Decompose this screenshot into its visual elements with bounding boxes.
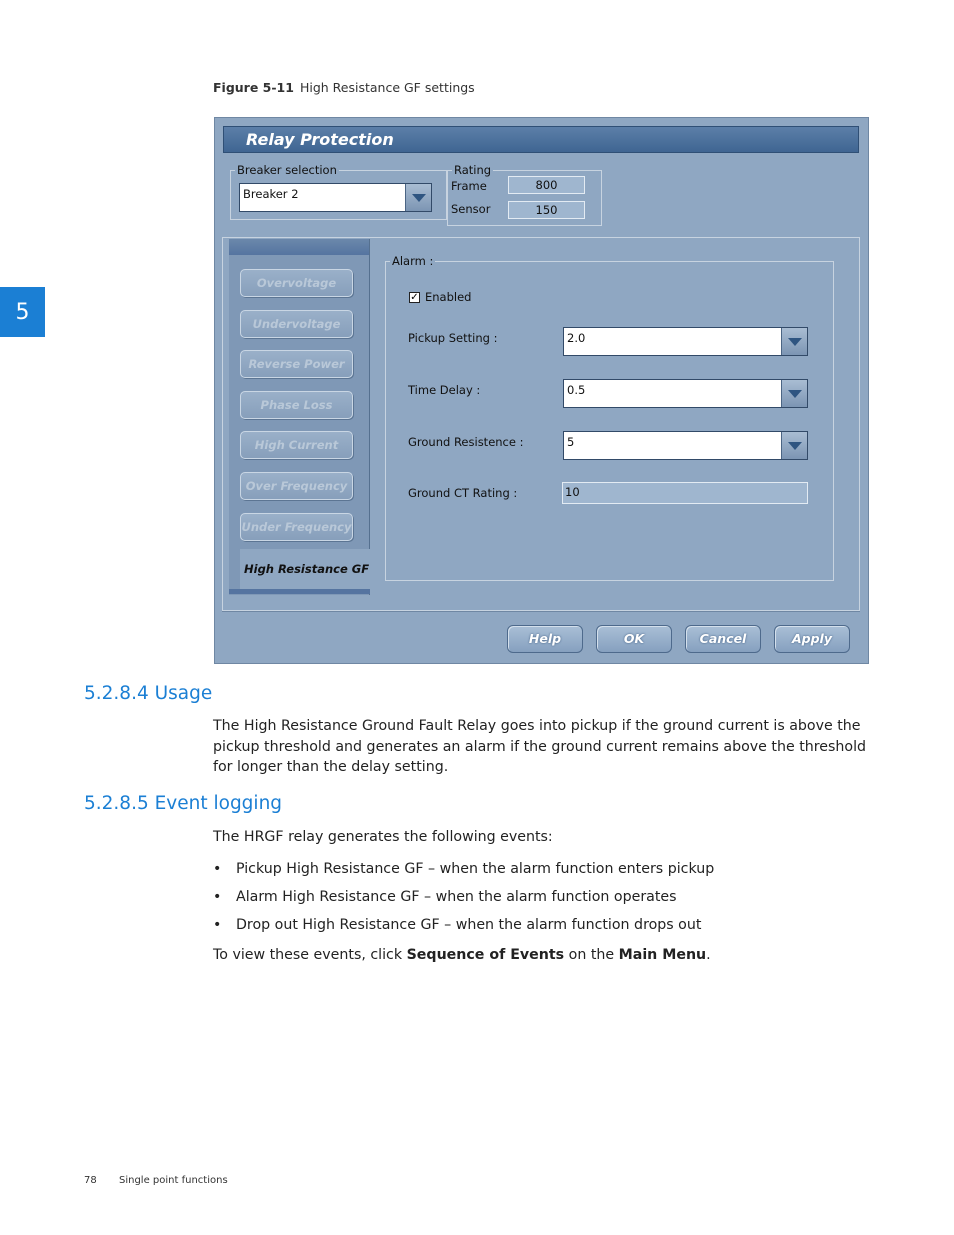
nav-over-frequency[interactable]: Over Frequency [240, 472, 353, 500]
nav-high-current[interactable]: High Current [240, 431, 353, 459]
view-suffix: . [706, 947, 711, 963]
bullet-icon: • [213, 889, 222, 905]
chevron-down-icon[interactable] [405, 184, 431, 211]
rating-legend: Rating [454, 163, 492, 177]
alarm-legend: Alarm : [392, 254, 434, 268]
page-number: 78 [84, 1175, 97, 1186]
list-item-text: Drop out High Resistance GF – when the alarm function drops out [236, 917, 702, 933]
breaker-selection-legend: Breaker selection [237, 163, 337, 177]
sequence-of-events-ref: Sequence of Events [406, 947, 565, 963]
enabled-checkbox[interactable]: ✓ [410, 292, 419, 303]
figure-label: Figure 5-11 [213, 80, 294, 95]
frame-label: Frame [451, 179, 487, 193]
time-delay-value: 0.5 [567, 383, 586, 397]
event-logging-heading: 5.2.8.5 Event logging [84, 793, 283, 814]
nav-reverse-power[interactable]: Reverse Power [240, 350, 353, 378]
help-button[interactable]: Help [507, 625, 583, 653]
nav-high-resistance-gf[interactable]: High Resistance GF [240, 549, 370, 589]
pickup-setting-value: 2.0 [567, 331, 586, 345]
usage-heading: 5.2.8.4 Usage [84, 683, 213, 704]
sensor-label: Sensor [451, 202, 491, 216]
figure-title: High Resistance GF settings [299, 80, 475, 95]
frame-value: 800 [508, 176, 585, 194]
chevron-down-icon[interactable] [781, 432, 807, 459]
pickup-setting-label: Pickup Setting : [408, 331, 498, 345]
ground-ct-rating-label: Ground CT Rating : [408, 486, 518, 500]
nav-overvoltage[interactable]: Overvoltage [240, 269, 353, 297]
enabled-label: Enabled [425, 290, 472, 304]
nav-footer [229, 589, 370, 594]
nav-header [229, 239, 369, 255]
bullet-icon: • [213, 917, 222, 933]
list-item-text: Alarm High Resistance GF – when the alarm function operates [236, 889, 677, 905]
apply-button[interactable]: Apply [774, 625, 850, 653]
chevron-down-icon[interactable] [781, 380, 807, 407]
ok-button[interactable]: OK [596, 625, 672, 653]
view-events-instruction [213, 945, 873, 966]
ground-resistance-label: Ground Resistence : [408, 435, 524, 449]
breaker-select-value: Breaker 2 [243, 187, 299, 201]
figure-caption [213, 80, 475, 95]
view-prefix: To view these events, click [213, 947, 407, 963]
chapter-tab: 5 [0, 287, 45, 337]
cancel-button[interactable]: Cancel [685, 625, 761, 653]
bullet-icon: • [213, 861, 222, 877]
ground-resistance-select[interactable] [563, 431, 808, 460]
view-mid: on the [564, 947, 619, 963]
relay-protection-dialog [214, 117, 869, 664]
button-separator [222, 611, 860, 612]
time-delay-select[interactable] [563, 379, 808, 408]
usage-text: The High Resistance Ground Fault Relay goes into pickup if the ground current is above the pickup threshold and generates an alarm if the ground current remains above the threshold for longer than the delay setting. [213, 718, 867, 776]
dialog-title: Relay Protection [223, 126, 859, 153]
time-delay-label: Time Delay : [408, 383, 481, 397]
event-logging-intro: The HRGF relay generates the following events: [213, 829, 553, 845]
nav-phase-loss[interactable]: Phase Loss [240, 391, 353, 419]
pickup-setting-select[interactable] [563, 327, 808, 356]
nav-undervoltage[interactable]: Undervoltage [240, 310, 353, 338]
sensor-value: 150 [508, 201, 585, 219]
main-menu-ref: Main Menu [618, 947, 707, 963]
list-item-text: Pickup High Resistance GF – when the alarm function enters pickup [236, 861, 715, 877]
function-nav [229, 239, 370, 595]
chevron-down-icon[interactable] [781, 328, 807, 355]
footer-section: Single point functions [119, 1175, 228, 1186]
nav-under-frequency[interactable]: Under Frequency [240, 513, 353, 541]
breaker-select[interactable] [239, 183, 432, 212]
ground-resistance-value: 5 [567, 435, 575, 449]
ground-ct-rating-field: 10 [562, 482, 808, 504]
